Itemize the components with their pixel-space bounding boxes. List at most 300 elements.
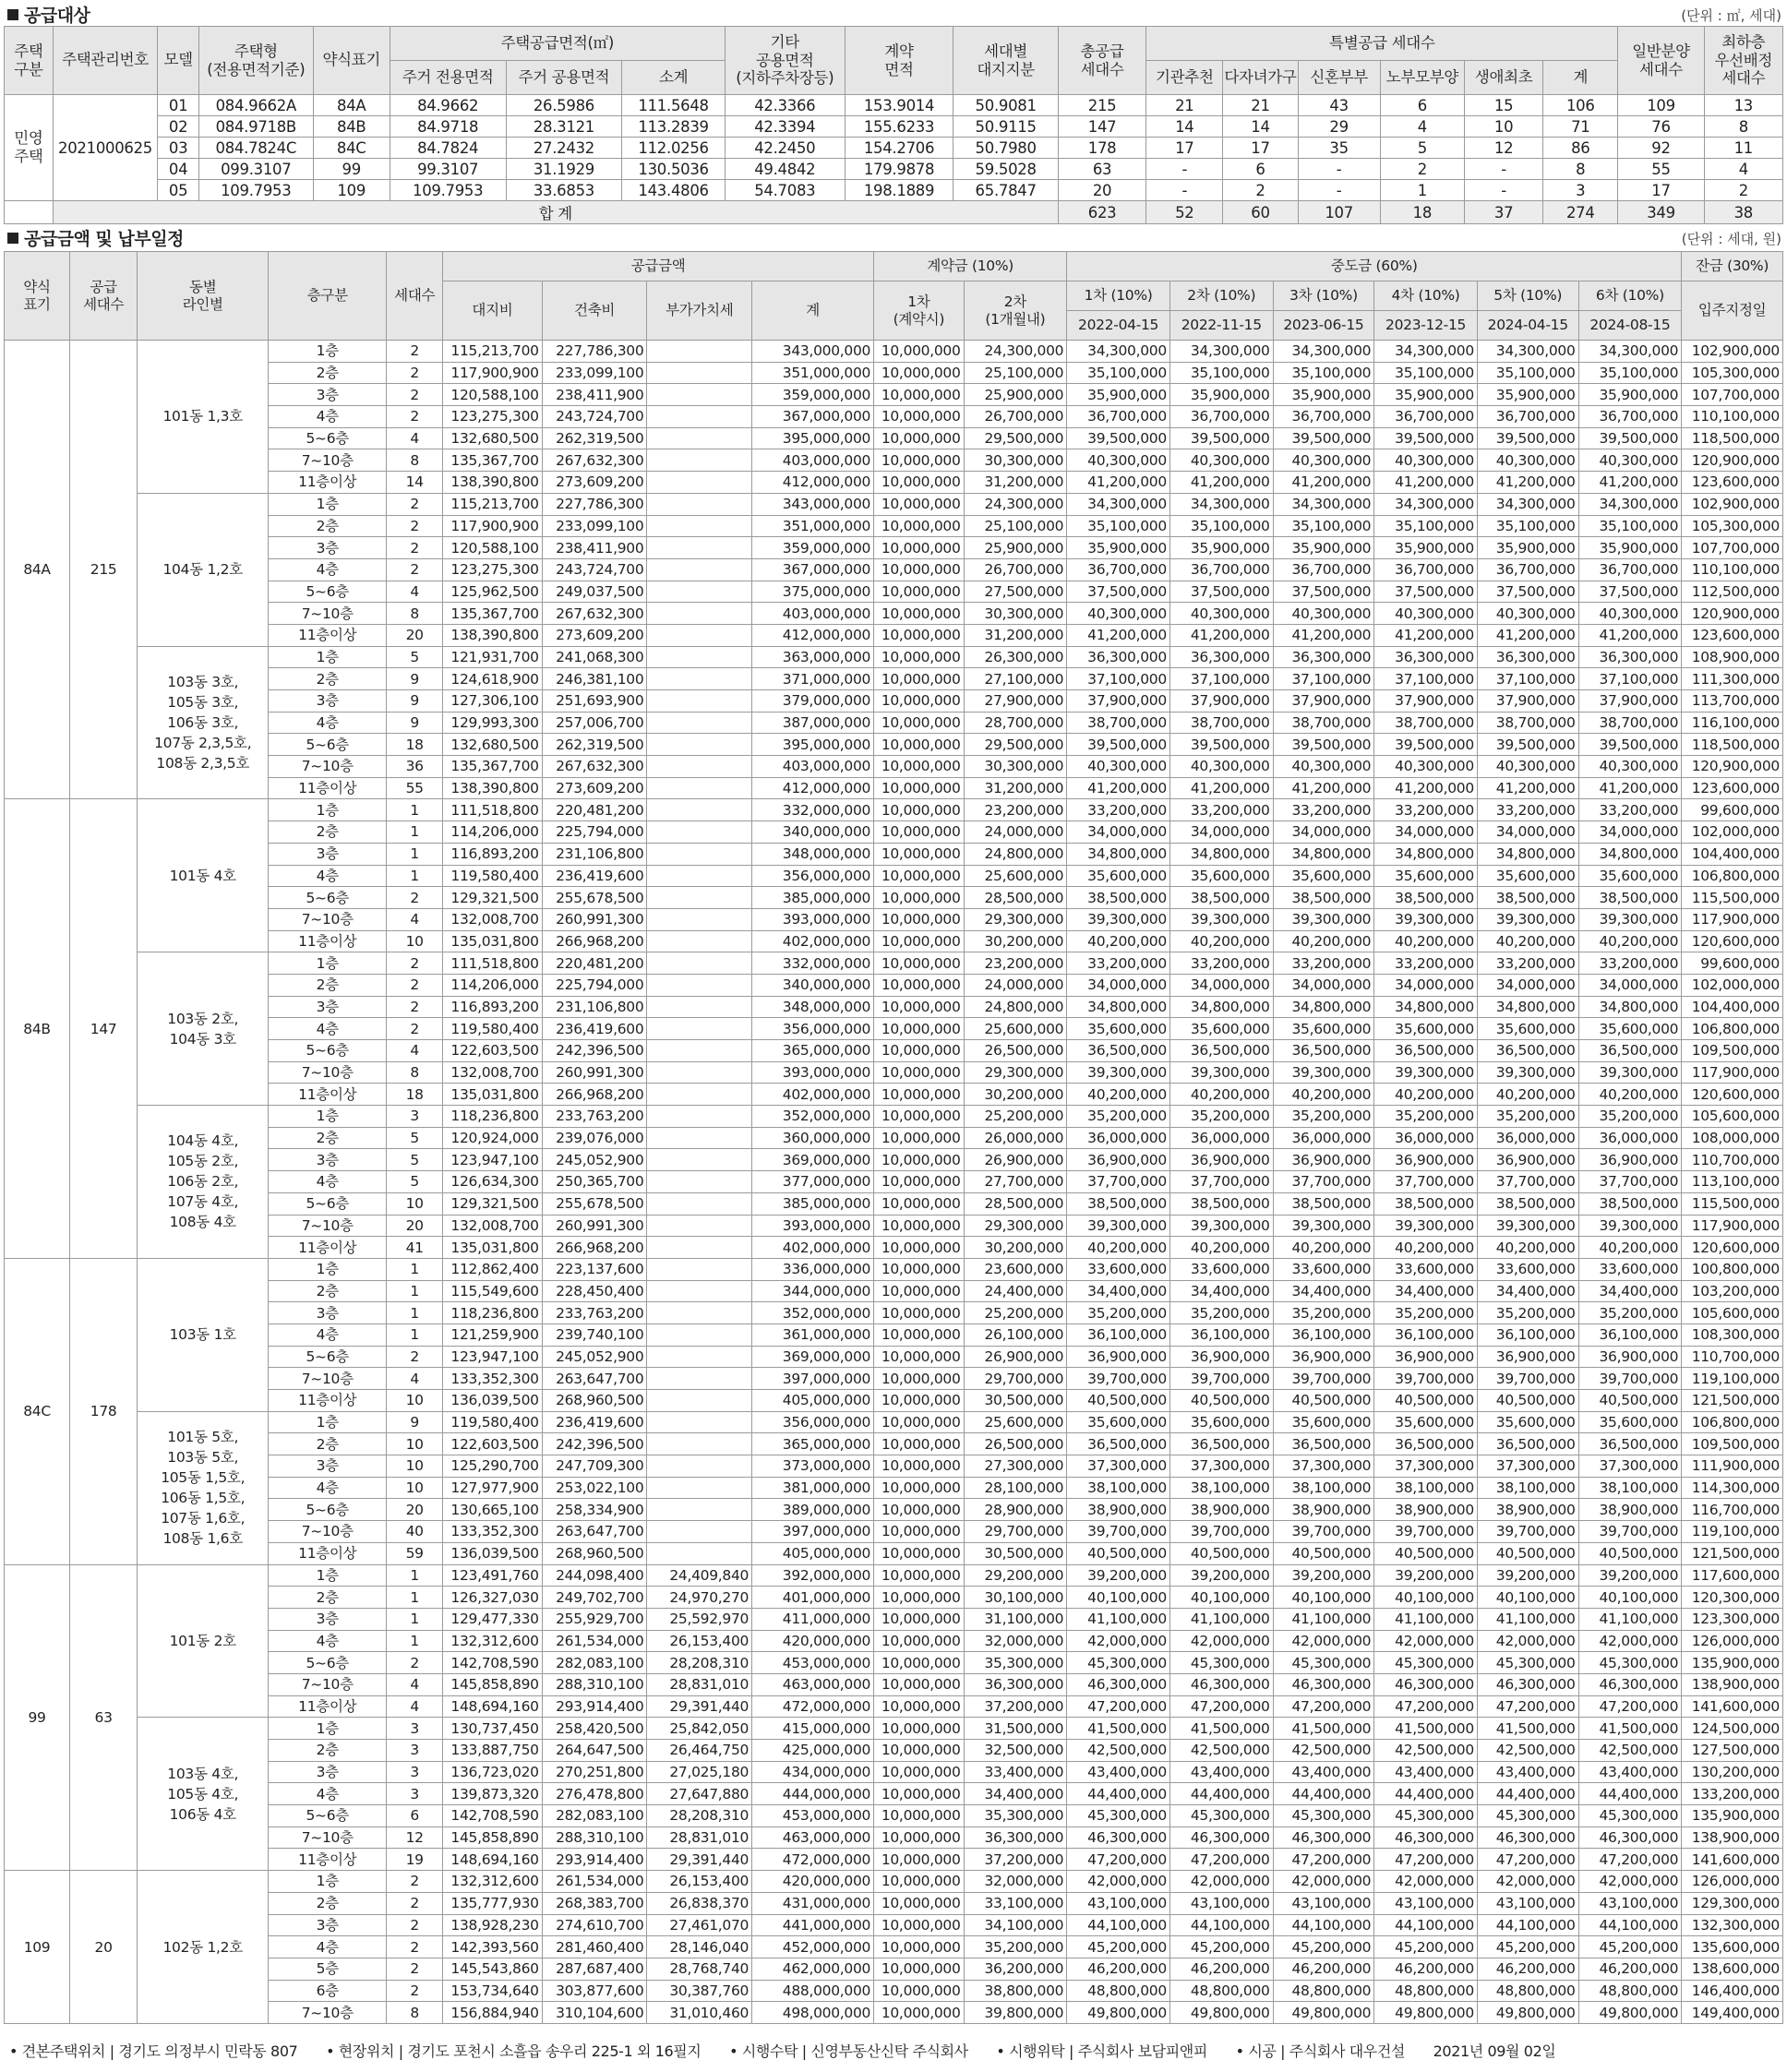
- cell-mid-6: 39,500,000: [1578, 427, 1682, 449]
- cell-mid-6: 40,200,000: [1578, 1237, 1682, 1259]
- cell-floor: 3층: [269, 1302, 387, 1324]
- cell-mid-5: 47,200,000: [1477, 1849, 1578, 1871]
- cell-build-price: 258,420,500: [542, 1718, 647, 1740]
- cell-build-price: 220,481,200: [542, 952, 647, 975]
- cell-elderly: 1: [1380, 180, 1464, 201]
- cell-mid-4: 33,200,000: [1374, 952, 1478, 975]
- cell-mid-3: 40,300,000: [1273, 449, 1374, 472]
- cell-mid-4: 33,600,000: [1374, 1258, 1478, 1280]
- cell-mid-5: 34,000,000: [1477, 974, 1578, 996]
- cell-deposit-1: 10,000,000: [874, 1455, 964, 1478]
- cell-households: 10: [387, 1477, 443, 1499]
- cell-supply-units: 63: [70, 1564, 138, 1871]
- footer-model-house: • 견본주택위치 | 경기도 의정부시 민락동 807: [9, 2042, 298, 2060]
- cell-build-price: 261,534,000: [542, 1871, 647, 1893]
- cell-deposit-2: 25,100,000: [964, 362, 1067, 384]
- cell-floor: 1층: [269, 1564, 387, 1587]
- cell-mid-6: 48,800,000: [1578, 1980, 1682, 2002]
- cell-deposit-2: 36,200,000: [964, 1958, 1067, 1980]
- cell-mid-2: 35,600,000: [1169, 865, 1273, 887]
- cell-deposit-1: 10,000,000: [874, 1542, 964, 1564]
- cell-deposit-1: 10,000,000: [874, 1805, 964, 1827]
- cell-mid-3: 34,300,000: [1273, 493, 1374, 515]
- table-row: [5, 908, 1783, 930]
- cell-mid-3: 42,000,000: [1273, 1871, 1374, 1893]
- cell-mid-2: 34,000,000: [1169, 821, 1273, 844]
- cell-balance: 115,500,000: [1682, 887, 1783, 909]
- cell-deposit-2: 25,600,000: [964, 1018, 1067, 1040]
- cell-mid-1: 34,800,000: [1067, 996, 1170, 1018]
- th-floor: 층구분: [269, 252, 387, 341]
- cell-price-sum: 415,000,000: [752, 1718, 874, 1740]
- cell-floor: 11층이상: [269, 1849, 387, 1871]
- table-row: [5, 1215, 1783, 1237]
- th-price-sum: 계: [752, 281, 874, 341]
- cell-floor: 7~10층: [269, 1826, 387, 1849]
- th-date-1: 2022-04-15: [1067, 311, 1170, 341]
- cell-mid-3: 46,300,000: [1273, 1826, 1374, 1849]
- cell-mid-4: 42,000,000: [1374, 1630, 1478, 1652]
- cell-balance: 120,600,000: [1682, 930, 1783, 952]
- cell-deposit-1: 10,000,000: [874, 930, 964, 952]
- cell-vat: [647, 406, 752, 428]
- cell-mid-2: 46,300,000: [1169, 1826, 1273, 1849]
- th-date-5: 2024-04-15: [1477, 311, 1578, 341]
- cell-mid-6: 39,500,000: [1578, 734, 1682, 756]
- cell-mid-1: 36,000,000: [1067, 1127, 1170, 1149]
- th-deposit-2: 2차 (1개월내): [964, 281, 1067, 341]
- cell-households: 1: [387, 1608, 443, 1630]
- cell-mid-1: 43,400,000: [1067, 1761, 1170, 1783]
- cell-mid-5: 40,300,000: [1477, 756, 1578, 778]
- cell-mid-6: 34,800,000: [1578, 996, 1682, 1018]
- cell-mid-4: 39,300,000: [1374, 1061, 1478, 1084]
- cell-price-sum: 367,000,000: [752, 558, 874, 581]
- cell-house-type: 099.3107: [198, 159, 313, 180]
- cell-build-price: 231,106,800: [542, 996, 647, 1018]
- cell-mid-3: 34,000,000: [1273, 821, 1374, 844]
- cell-vat: [647, 1411, 752, 1433]
- cell-build-price: 268,960,500: [542, 1542, 647, 1564]
- cell-floor: 3층: [269, 537, 387, 559]
- cell-households: 5: [387, 1149, 443, 1171]
- cell-mid-4: 47,200,000: [1374, 1695, 1478, 1718]
- cell-mid-5: 33,600,000: [1477, 1258, 1578, 1280]
- cell-price-sum: 387,000,000: [752, 712, 874, 734]
- cell-mid-2: 36,000,000: [1169, 1127, 1273, 1149]
- footer-trustee: • 시행수탁 | 신영부동산신탁 주식회사: [729, 2042, 968, 2060]
- cell-mid-1: 33,200,000: [1067, 799, 1170, 821]
- cell-price-sum: 340,000,000: [752, 974, 874, 996]
- th-mid-1: 1차 (10%): [1067, 281, 1170, 311]
- cell-lowest-floor-units: 4: [1704, 159, 1782, 180]
- cell-deposit-1: 10,000,000: [874, 952, 964, 975]
- cell-mid-3: 38,500,000: [1273, 887, 1374, 909]
- cell-deposit-1: 10,000,000: [874, 865, 964, 887]
- cell-price-sum: 356,000,000: [752, 1018, 874, 1040]
- cell-mid-5: 36,500,000: [1477, 1433, 1578, 1455]
- cell-balance: 117,900,000: [1682, 908, 1783, 930]
- cell-deposit-1: 10,000,000: [874, 1892, 964, 1914]
- cell-land-price: 111,518,800: [443, 952, 543, 975]
- cell-balance: 108,300,000: [1682, 1323, 1783, 1346]
- cell-mid-3: 36,700,000: [1273, 558, 1374, 581]
- cell-mid-5: 34,400,000: [1477, 1280, 1578, 1302]
- cell-balance: 123,600,000: [1682, 472, 1783, 494]
- cell-mid-4: 35,100,000: [1374, 515, 1478, 537]
- cell-house-type: 084.9718B: [198, 116, 313, 138]
- cell-deposit-1: 10,000,000: [874, 1499, 964, 1521]
- cell-mid-4: 36,700,000: [1374, 406, 1478, 428]
- cell-floor: 7~10층: [269, 449, 387, 472]
- cell-mid-3: 36,900,000: [1273, 1149, 1374, 1171]
- cell-mid-2: 39,500,000: [1169, 427, 1273, 449]
- cell-mid-5: 34,800,000: [1477, 843, 1578, 865]
- cell-balance: 123,300,000: [1682, 1608, 1783, 1630]
- cell-mid-1: 38,100,000: [1067, 1477, 1170, 1499]
- cell-floor: 7~10층: [269, 1368, 387, 1390]
- cell-mid-6: 33,200,000: [1578, 952, 1682, 975]
- cell-mid-3: 34,300,000: [1273, 341, 1374, 363]
- cell-deposit-2: 38,800,000: [964, 1980, 1067, 2002]
- cell-mid-1: 34,000,000: [1067, 821, 1170, 844]
- cell-land-price: 132,008,700: [443, 1215, 543, 1237]
- cell-vat: [647, 1127, 752, 1149]
- cell-land-price: 132,680,500: [443, 734, 543, 756]
- cell-mid-5: 38,700,000: [1477, 712, 1578, 734]
- footer-info: [9, 2040, 1579, 2061]
- table-row: [5, 159, 1783, 180]
- cell-mid-4: 45,300,000: [1374, 1652, 1478, 1674]
- cell-vat: 26,153,400: [647, 1630, 752, 1652]
- cell-mid-6: 40,500,000: [1578, 1542, 1682, 1564]
- cell-vat: [647, 974, 752, 996]
- cell-vat: 25,592,970: [647, 1608, 752, 1630]
- cell-price-sum: 373,000,000: [752, 1455, 874, 1478]
- cell-price-sum: 356,000,000: [752, 865, 874, 887]
- cell-floor: 1층: [269, 799, 387, 821]
- cell-model: 03: [158, 138, 199, 159]
- cell-vat: [647, 362, 752, 384]
- table-row: [5, 581, 1783, 603]
- cell-mid-4: 35,200,000: [1374, 1302, 1478, 1324]
- cell-mid-3: 36,700,000: [1273, 406, 1374, 428]
- total-label: 합 계: [53, 201, 1058, 224]
- cell-price-sum: 431,000,000: [752, 1892, 874, 1914]
- cell-land-price: 148,694,160: [443, 1695, 543, 1718]
- cell-mid-2: 39,700,000: [1169, 1368, 1273, 1390]
- cell-abbr: 99: [313, 159, 390, 180]
- cell-mid-6: 36,900,000: [1578, 1346, 1682, 1368]
- cell-mid-1: 46,300,000: [1067, 1826, 1170, 1849]
- cell-mid-1: 38,500,000: [1067, 1192, 1170, 1215]
- cell-deposit-1: 10,000,000: [874, 558, 964, 581]
- cell-mid-1: 47,200,000: [1067, 1849, 1170, 1871]
- cell-households: 2: [387, 406, 443, 428]
- cell-price-sum: 472,000,000: [752, 1695, 874, 1718]
- cell-building-line: 101동 4호: [138, 799, 269, 952]
- cell-mid-4: 35,900,000: [1374, 384, 1478, 406]
- cell-households: 8: [387, 1061, 443, 1084]
- table-row: [5, 406, 1783, 428]
- cell-mid-6: 45,200,000: [1578, 1936, 1682, 1958]
- cell-balance: 107,700,000: [1682, 537, 1783, 559]
- cell-balance: 133,200,000: [1682, 1783, 1783, 1805]
- cell-deposit-2: 24,800,000: [964, 996, 1067, 1018]
- cell-deposit-1: 10,000,000: [874, 1608, 964, 1630]
- cell-mid-2: 35,600,000: [1169, 1018, 1273, 1040]
- cell-deposit-1: 10,000,000: [874, 1849, 964, 1871]
- th-mid-4: 4차 (10%): [1374, 281, 1478, 311]
- cell-price-sum: 403,000,000: [752, 449, 874, 472]
- cell-households: 2: [387, 952, 443, 975]
- cell-exclusive-area: 109.7953: [390, 180, 506, 201]
- cell-mid-3: 49,800,000: [1273, 2002, 1374, 2024]
- cell-deposit-1: 10,000,000: [874, 1587, 964, 1609]
- cell-build-price: 266,968,200: [542, 1237, 647, 1259]
- cell-mid-1: 45,200,000: [1067, 1936, 1170, 1958]
- cell-floor: 3층: [269, 1149, 387, 1171]
- cell-land-price: 145,858,890: [443, 1826, 543, 1849]
- cell-mid-1: 34,800,000: [1067, 843, 1170, 865]
- cell-households: 1: [387, 1564, 443, 1587]
- cell-deposit-2: 28,100,000: [964, 1477, 1067, 1499]
- cell-mid-6: 39,300,000: [1578, 1061, 1682, 1084]
- cell-balance: 113,700,000: [1682, 690, 1783, 713]
- cell-build-price: 267,632,300: [542, 603, 647, 625]
- cell-mid-5: 39,700,000: [1477, 1368, 1578, 1390]
- cell-floor: 5~6층: [269, 887, 387, 909]
- cell-build-price: 303,877,600: [542, 1980, 647, 2002]
- cell-lowest-floor-units: 8: [1704, 116, 1782, 138]
- cell-mid-2: 43,400,000: [1169, 1761, 1273, 1783]
- cell-deposit-2: 37,200,000: [964, 1849, 1067, 1871]
- cell-floor: 5~6층: [269, 1346, 387, 1368]
- cell-building-line: 103동 2호, 104동 3호: [138, 952, 269, 1106]
- cell-mid-5: 45,300,000: [1477, 1805, 1578, 1827]
- th-other-common: 기타 공용면적 (지하주차장등): [725, 27, 845, 95]
- cell-vat: [647, 1346, 752, 1368]
- cell-households: 1: [387, 1587, 443, 1609]
- cell-deposit-2: 35,300,000: [964, 1805, 1067, 1827]
- table-row: [5, 1630, 1783, 1652]
- cell-deposit-1: 10,000,000: [874, 1106, 964, 1128]
- cell-mid-6: 47,200,000: [1578, 1695, 1682, 1718]
- cell-mid-2: 36,700,000: [1169, 558, 1273, 581]
- cell-mid-1: 35,100,000: [1067, 515, 1170, 537]
- cell-mid-4: 34,300,000: [1374, 493, 1478, 515]
- table-row: [5, 1084, 1783, 1106]
- cell-land-price: 135,031,800: [443, 1084, 543, 1106]
- cell-mid-1: 39,200,000: [1067, 1564, 1170, 1587]
- cell-mid-6: 35,900,000: [1578, 384, 1682, 406]
- cell-price-sum: 397,000,000: [752, 1368, 874, 1390]
- table-row: [5, 1477, 1783, 1499]
- cell-deposit-2: 27,300,000: [964, 1455, 1067, 1478]
- cell-households: 40: [387, 1521, 443, 1543]
- cell-mid-2: 47,200,000: [1169, 1849, 1273, 1871]
- cell-households: 5: [387, 646, 443, 668]
- cell-price-sum: 352,000,000: [752, 1302, 874, 1324]
- cell-mid-2: 42,500,000: [1169, 1740, 1273, 1762]
- cell-mid-6: 45,300,000: [1578, 1652, 1682, 1674]
- cell-common-area: 33.6853: [506, 180, 622, 201]
- cell-mid-1: 34,300,000: [1067, 493, 1170, 515]
- cell-mid-6: 33,200,000: [1578, 799, 1682, 821]
- cell-mid-5: 36,300,000: [1477, 646, 1578, 668]
- cell-balance: 124,500,000: [1682, 1718, 1783, 1740]
- cell-land-price: 133,352,300: [443, 1521, 543, 1543]
- cell-mid-6: 40,200,000: [1578, 930, 1682, 952]
- cell-floor: 4층: [269, 406, 387, 428]
- cell-mid-3: 40,300,000: [1273, 603, 1374, 625]
- cell-mid-5: 34,300,000: [1477, 341, 1578, 363]
- cell-supply-units: 147: [70, 799, 138, 1258]
- cell-vat: [647, 603, 752, 625]
- cell-mid-4: 42,000,000: [1374, 1871, 1478, 1893]
- cell-mid-2: 39,300,000: [1169, 1061, 1273, 1084]
- cell-multichild: 14: [1223, 116, 1298, 138]
- table-row: [5, 1914, 1783, 1936]
- table-row: [5, 1346, 1783, 1368]
- cell-deposit-2: 26,100,000: [964, 1323, 1067, 1346]
- table-row: [5, 515, 1783, 537]
- cell-mid-4: 37,500,000: [1374, 581, 1478, 603]
- cell-house-type: 109.7953: [198, 180, 313, 201]
- th-middle-payment: 중도금 (60%): [1067, 252, 1682, 281]
- total-cell: 623: [1058, 201, 1145, 224]
- cell-households: 59: [387, 1542, 443, 1564]
- cell-build-price: 238,411,900: [542, 384, 647, 406]
- th-move-in: 입주지정일: [1682, 281, 1783, 341]
- cell-households: 2: [387, 1871, 443, 1893]
- cell-build-price: 273,609,200: [542, 624, 647, 646]
- cell-model: 04: [158, 159, 199, 180]
- cell-deposit-1: 10,000,000: [874, 1171, 964, 1193]
- cell-price-sum: 385,000,000: [752, 887, 874, 909]
- square-bullet-icon: [7, 233, 18, 244]
- cell-land-price: 117,900,900: [443, 362, 543, 384]
- cell-mid-1: 42,500,000: [1067, 1740, 1170, 1762]
- cell-vat: [647, 1477, 752, 1499]
- cell-vat: [647, 756, 752, 778]
- cell-mid-3: 45,300,000: [1273, 1652, 1374, 1674]
- cell-floor: 3층: [269, 1608, 387, 1630]
- cell-lowest-floor-units: 2: [1704, 180, 1782, 201]
- cell-deposit-2: 26,900,000: [964, 1149, 1067, 1171]
- cell-deposit-2: 26,700,000: [964, 558, 1067, 581]
- cell-deposit-2: 27,100,000: [964, 668, 1067, 690]
- cell-deposit-2: 31,100,000: [964, 1608, 1067, 1630]
- cell-lowest-floor-units: 13: [1704, 95, 1782, 116]
- cell-floor: 2층: [269, 362, 387, 384]
- cell-mid-5: 46,300,000: [1477, 1673, 1578, 1695]
- cell-balance: 126,000,000: [1682, 1630, 1783, 1652]
- cell-empty: [5, 201, 54, 224]
- cell-mid-2: 39,700,000: [1169, 1521, 1273, 1543]
- cell-mid-6: 41,200,000: [1578, 624, 1682, 646]
- cell-deposit-2: 28,900,000: [964, 1499, 1067, 1521]
- cell-build-price: 236,419,600: [542, 865, 647, 887]
- cell-build-price: 262,319,500: [542, 427, 647, 449]
- cell-mid-2: 36,700,000: [1169, 406, 1273, 428]
- cell-mid-3: 40,200,000: [1273, 1084, 1374, 1106]
- cell-floor: 2층: [269, 1127, 387, 1149]
- cell-price-sum: 344,000,000: [752, 1280, 874, 1302]
- cell-land-share: 50.9115: [953, 116, 1059, 138]
- cell-vat: 29,391,440: [647, 1849, 752, 1871]
- cell-build-price: 267,632,300: [542, 449, 647, 472]
- cell-build-price: 261,534,000: [542, 1630, 647, 1652]
- cell-land-price: 120,588,100: [443, 384, 543, 406]
- cell-floor: 5~6층: [269, 427, 387, 449]
- cell-floor: 11층이상: [269, 1695, 387, 1718]
- table-row: [5, 1892, 1783, 1914]
- cell-land-price: 127,977,900: [443, 1477, 543, 1499]
- cell-balance: 104,400,000: [1682, 843, 1783, 865]
- cell-households: 1: [387, 1280, 443, 1302]
- cell-deposit-2: 27,700,000: [964, 1171, 1067, 1193]
- cell-mid-2: 34,800,000: [1169, 996, 1273, 1018]
- cell-mid-1: 34,000,000: [1067, 974, 1170, 996]
- cell-mid-2: 40,100,000: [1169, 1587, 1273, 1609]
- cell-balance: 117,600,000: [1682, 1564, 1783, 1587]
- cell-households: 1: [387, 865, 443, 887]
- cell-mid-6: 35,200,000: [1578, 1302, 1682, 1324]
- cell-build-price: 245,052,900: [542, 1346, 647, 1368]
- cell-households: 2: [387, 537, 443, 559]
- cell-abbr: 84B: [313, 116, 390, 138]
- cell-house-kind: 민영 주택: [5, 95, 54, 201]
- cell-mid-2: 39,300,000: [1169, 908, 1273, 930]
- cell-mid-1: 37,500,000: [1067, 581, 1170, 603]
- table-row: [5, 1652, 1783, 1674]
- cell-mid-1: 42,000,000: [1067, 1871, 1170, 1893]
- cell-build-price: 249,037,500: [542, 581, 647, 603]
- table-row: [5, 624, 1783, 646]
- cell-mid-2: 41,500,000: [1169, 1718, 1273, 1740]
- cell-deposit-1: 10,000,000: [874, 974, 964, 996]
- cell-mid-6: 35,200,000: [1578, 1106, 1682, 1128]
- cell-mid-5: 41,200,000: [1477, 472, 1578, 494]
- cell-mid-6: 41,200,000: [1578, 777, 1682, 799]
- th-newlywed: 신혼부부: [1298, 61, 1380, 95]
- cell-mid-1: 39,300,000: [1067, 908, 1170, 930]
- cell-vat: [647, 646, 752, 668]
- th-building-line: 동별 라인별: [138, 252, 269, 341]
- th-house-type: 주택형 (전용면적기준): [198, 27, 313, 95]
- cell-floor: 3층: [269, 690, 387, 713]
- cell-mid-2: 34,400,000: [1169, 1280, 1273, 1302]
- cell-households: 20: [387, 1499, 443, 1521]
- cell-mid-1: 36,700,000: [1067, 406, 1170, 428]
- cell-special-total: 86: [1543, 138, 1618, 159]
- th-deposit-1: 1차 (계약시): [874, 281, 964, 341]
- cell-common-area: 27.2432: [506, 138, 622, 159]
- cell-mid-5: 36,700,000: [1477, 558, 1578, 581]
- cell-households: 8: [387, 449, 443, 472]
- cell-price-sum: 395,000,000: [752, 734, 874, 756]
- cell-floor: 4층: [269, 1323, 387, 1346]
- cell-balance: 102,900,000: [1682, 341, 1783, 363]
- cell-mid-5: 35,100,000: [1477, 362, 1578, 384]
- cell-mid-3: 35,600,000: [1273, 1411, 1374, 1433]
- cell-price-sum: 356,000,000: [752, 1411, 874, 1433]
- cell-building-line: 101동 2호: [138, 1564, 269, 1718]
- cell-mid-1: 39,500,000: [1067, 734, 1170, 756]
- cell-households: 4: [387, 1673, 443, 1695]
- cell-mid-4: 45,300,000: [1374, 1805, 1478, 1827]
